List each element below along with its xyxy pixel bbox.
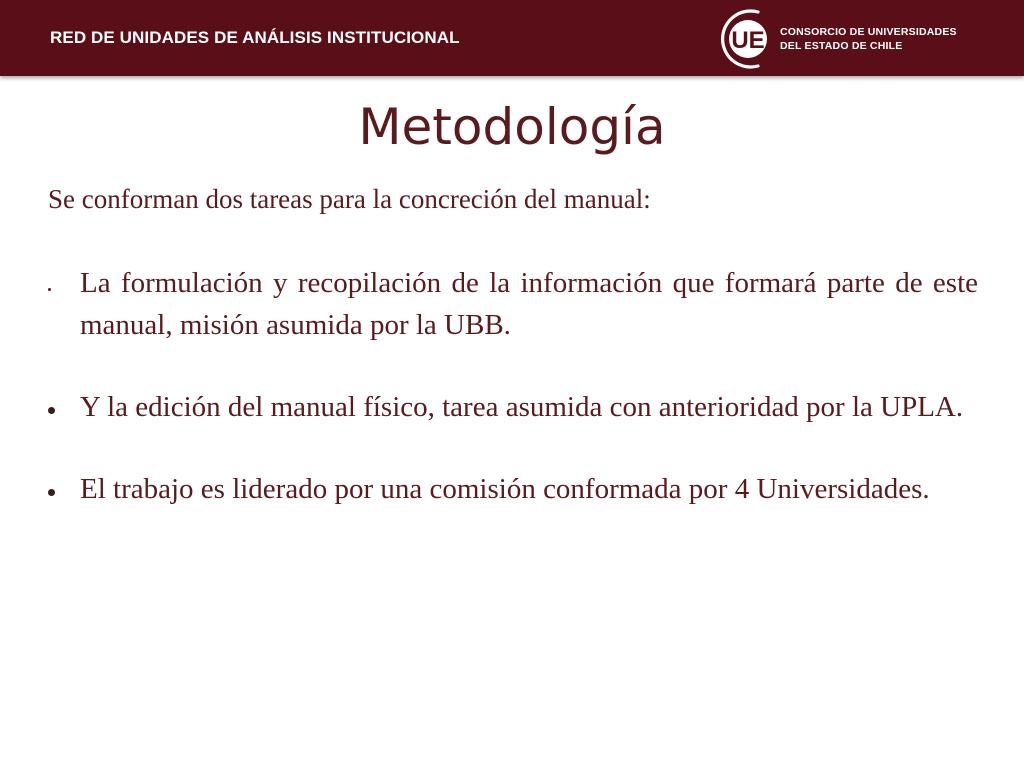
bullet-item [40,468,978,510]
logo-line-1: CONSORCIO DE UNIVERSIDADES [780,26,957,38]
bullet-list [40,262,978,510]
bullet-item [40,262,978,346]
ue-logo-icon [718,6,780,72]
header-title: RED DE UNIDADES DE ANÁLISIS INSTITUCIONAL [50,28,460,47]
intro-text: Se conforman dos tareas para la concreción del manual: [48,184,651,214]
logo-line-2: DEL ESTADO DE CHILE [780,40,903,52]
bullet-dot-icon [46,468,66,510]
bullet-item [40,386,978,428]
logo-monogram: UE [731,27,765,54]
consortium-logo [718,6,1018,72]
header-bar [0,0,1024,76]
page-title: Metodología [358,98,666,156]
bullet-text: Y la edición del manual físico, tarea asumida con anterioridad por la UPLA. [80,391,964,423]
bullet-text: La formulación y recopilación de la información que formará parte de este manual, misión asumida por la UBB. [80,267,978,341]
bullet-dot-icon [46,386,66,428]
bullet-text: El trabajo es liderado por una comisión conformada por 4 Universidades. [80,473,930,505]
bullet-dot-icon [46,262,66,304]
